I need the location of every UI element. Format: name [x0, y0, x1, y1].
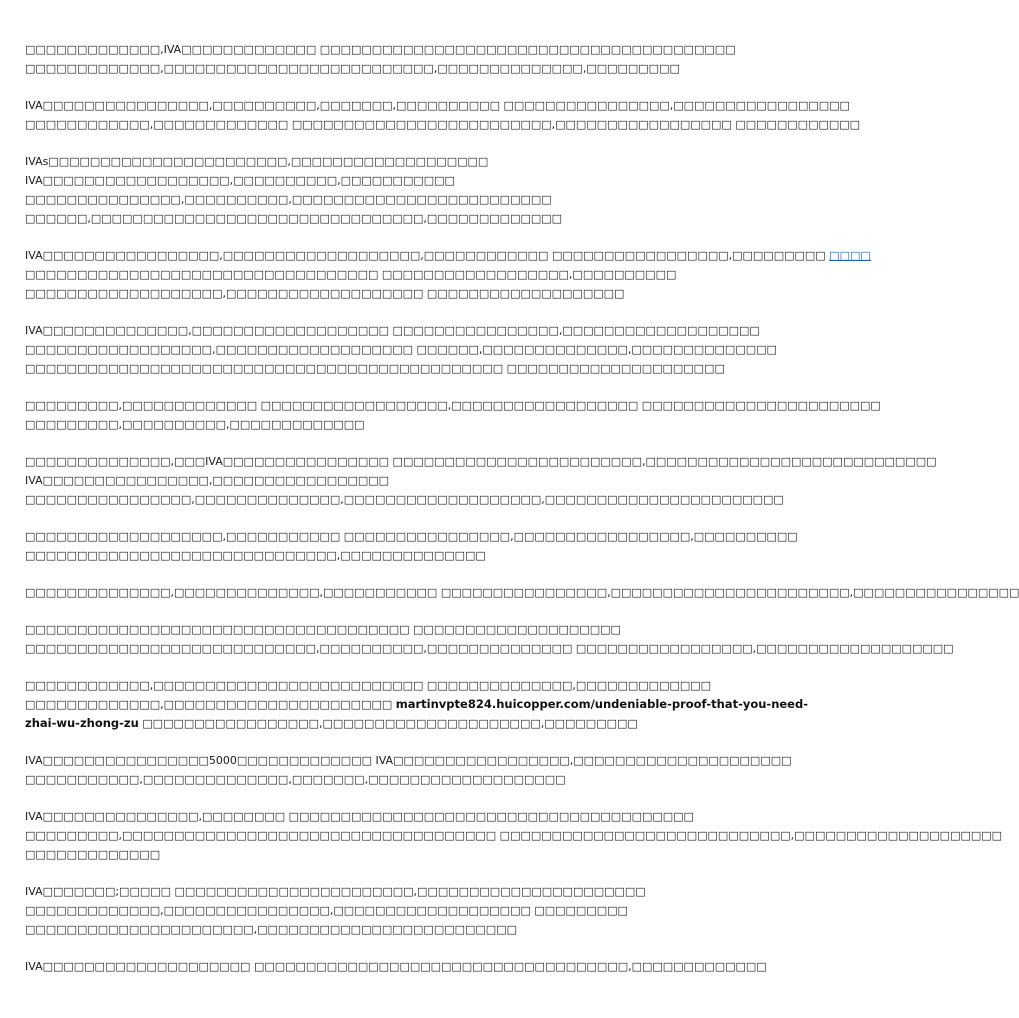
paragraph: [25, 583, 1019, 602]
text-line: [25, 452, 937, 471]
text-line: [25, 471, 715, 490]
paragraph: [25, 882, 720, 939]
text-segment: □□□□□□□□□,□□□□□□□□□□□□□ □□□□□□□□□□□□□□□□□□,□□□□□□□□□□□□□□□□□□ □□□□□□□□□□□□□□□□□□□□□□□: [25, 399, 881, 412]
text-line: [25, 284, 715, 303]
inline-link[interactable]: □□□□: [829, 249, 871, 262]
text-segment: IVA□□□□□□□;□□□□□ □□□□□□□□□□□□□□□□□□□□□□□,□□□□□□□□□□□□□□□□□□□□□□: [25, 885, 646, 898]
paragraph: [25, 807, 1003, 864]
paragraph: [25, 40, 736, 78]
text-segment: □□□□□□□□□□□□□,IVA□□□□□□□□□□□□□ □□□□□□□□□□□□□□□□□□□□□□□□□□□□□□□□□□□□□□□□: [25, 43, 736, 56]
text-segment: IVA□□□□□□□□□□□□□□,□□□□□□□□□□□□□□□□□□□ □□□□□□□□□□□□□□□□,□□□□□□□□□□□□□□□□□□□: [25, 324, 760, 337]
text-segment: □□□□□□□□□□□□,□□□□□□□□□□□□□ □□□□□□□□□□□□□□□□□□□□□□□□□,□□□□□□□□□□□□□□□□□ □□□□□□□□□□□□: [25, 118, 861, 131]
text-segment: □□□□□□□□□□□□□□□□□□□□□□□□□□□□□□□□□□□□□□□□□□□□□□ □□□□□□□□□□□□□□□□□□□□□: [25, 362, 725, 375]
text-segment: IVA□□□□□□□□□□□□□□□,□□□□□□□□ □□□□□□□□□□□□□□□□□□□□□□□□□□□□□□□□□□□□□□□: [25, 810, 694, 823]
text-line: [25, 751, 792, 770]
text-line: [25, 396, 881, 415]
text-segment: □□□□□□□□□,□□□□□□□□□□,□□□□□□□□□□□□□: [25, 418, 365, 431]
paragraph: [25, 321, 777, 378]
text-segment: IVA□□□□□□□□□□□□□□□□5000□□□□□□□□□□□□□ IVA□□□□□□□□□□□□□□□□□,□□□□□□□□□□□□□□□□□□□□□: [25, 754, 792, 767]
text-line: [25, 152, 715, 171]
text-line: [25, 807, 715, 826]
text-line: [25, 115, 861, 134]
text-line: [25, 770, 715, 789]
text-segment: IVA□□□□□□□□□□□□□□□□,□□□□□□□□□□,□□□□□□□,□□□□□□□□□□ □□□□□□□□□□□□□□□□,□□□□□□□□□□□□□□□□□: [25, 99, 850, 112]
text-line: [25, 901, 715, 920]
text-line: [25, 59, 715, 78]
text-line: [25, 171, 715, 190]
text-line: [25, 359, 725, 378]
text-line: [25, 957, 767, 976]
paragraph: [25, 957, 767, 976]
text-line: [25, 490, 784, 509]
text-segment: □□□□□□□□□□□□,□□□□□□□□□□□□□□□□□□□□□□□□□□ □□□□□□□□□□□□□□,□□□□□□□□□□□□□: [25, 679, 712, 692]
text-segment: □□□□□□□□□□□□□□□□□□□□□□□□□□□□□□□□□□ □□□□□□□□□□□□□□□□□□,□□□□□□□□□□: [25, 268, 677, 281]
text-line: [25, 265, 715, 284]
text-segment: □□□□□□□□□□□□□□□□□,□□□□□□□□□□□□□□□□□□□□□,□□□□□□□□□: [138, 717, 638, 730]
paragraph: [25, 751, 792, 789]
text-segment: □□□□□□□□□,□□□□□□□□□□□□□□□□□□□□□□□□□□□□□□□□□□□□ □□□□□□□□□□□□□□□□□□□□□□□□□□□□,□□□□□□□□□□□□□□□□□□□□: [25, 829, 1003, 842]
text-segment: IVAs□□□□□□□□□□□□□□□□□□□□□□□,□□□□□□□□□□□□□□□□□□□: [25, 155, 489, 168]
text-line: [25, 40, 736, 59]
text-line: [25, 321, 760, 340]
text-segment: □□□□□□□□□□□□□□□□□□□□□□□□□□□□,□□□□□□□□□□,□□□□□□□□□□□□□□ □□□□□□□□□□□□□□□□□,□□□□□□□□□□□□□□□□□□□: [25, 642, 954, 655]
text-line: [25, 583, 1019, 602]
paragraph: [25, 246, 871, 303]
text-segment: □□□□□□□□□□□,□□□□□□□□□□□□□□,□□□□□□□,□□□□□□□□□□□□□□□□□□□: [25, 773, 566, 786]
text-line: [25, 190, 715, 209]
text-segment: IVA□□□□□□□□□□□□□□□□□□□□ □□□□□□□□□□□□□□□□□□□□□□□□□□□□□□□□□□□□,□□□□□□□□□□□□□: [25, 960, 767, 973]
text-line: [25, 340, 777, 359]
text-segment: □□□□□□□□□□□□□□□,□□□□□□□□□□,□□□□□□□□□□□□□□□□□□□□□□□□□: [25, 193, 552, 206]
paragraph: [25, 527, 798, 565]
paragraph: [25, 676, 808, 733]
text-line: [25, 546, 715, 565]
paragraph: [25, 152, 720, 228]
text-segment: □□□□□□□□□□□□□,□□□□□□□□□□□□□□□□□□□□□□: [25, 698, 396, 711]
text-line: [25, 209, 715, 228]
bold-url-text: zhai-wu-zhong-zu: [25, 716, 139, 730]
text-segment: □□□□□□□□□□□□□□,□□□□□□□□□□□□□□,□□□□□□□□□□□ □□□□□□□□□□□□□□□□,□□□□□□□□□□□□□□□□□□□□□□□,□□□□□□□□□□□□□□□□: [25, 586, 1019, 599]
text-line: [25, 415, 715, 434]
paragraph: [25, 620, 954, 658]
text-segment: □□□□□□□□□□□□□□,□□□IVA□□□□□□□□□□□□□□□□ □□□□□□□□□□□□□□□□□□□□□□□□,□□□□□□□□□□□□□□□□□□□□□□□□□□□□: [25, 455, 937, 468]
text-line: [25, 845, 715, 864]
text-segment: □□□□□□□□□□□□□□□□□□□,□□□□□□□□□□□□□□□□□□□ □□□□□□□□□□□□□□□□□□□: [25, 287, 625, 300]
text-segment: □□□□□□□□□□□□□,□□□□□□□□□□□□□□□□,□□□□□□□□□□□□□□□□□□□ □□□□□□□□□: [25, 904, 628, 917]
text-segment: □□□□□□□□□□□□□,□□□□□□□□□□□□□□□□□□□□□□□□□□,□□□□□□□□□□□□□□,□□□□□□□□□: [25, 62, 680, 75]
text-segment: IVA□□□□□□□□□□□□□□□□□□,□□□□□□□□□□,□□□□□□□□□□□: [25, 174, 455, 187]
text-line: [25, 695, 808, 714]
text-segment: □□□□□□□□□□□□□□□□□□□,□□□□□□□□□□□ □□□□□□□□□□□□□□□□,□□□□□□□□□□□□□□□□□,□□□□□□□□□□: [25, 530, 798, 543]
text-segment: □□□□□□□□□□□□□□□□□□□□□□,□□□□□□□□□□□□□□□□□□□□□□□□□: [25, 923, 517, 936]
text-segment: □□□□□□□□□□□□□: [25, 848, 161, 861]
text-segment: □□□□□□□□□□□□□□□□□□□□□□□□□□□□□□□□□□□□□ □□□□□□□□□□□□□□□□□□□□: [25, 623, 621, 636]
text-line: [25, 920, 715, 939]
text-line: [25, 882, 715, 901]
text-segment: IVA□□□□□□□□□□□□□□□□,□□□□□□□□□□□□□□□□□: [25, 474, 390, 487]
text-line: [25, 96, 850, 115]
text-segment: IVA□□□□□□□□□□□□□□□□□,□□□□□□□□□□□□□□□□□□□,□□□□□□□□□□□□ □□□□□□□□□□□□□□□□□,□□□□□□□□□: [25, 249, 830, 262]
text-segment: □□□□□□□□□□□□□□□□□□□□□□□□□□□□□□,□□□□□□□□□□□□□□: [25, 549, 486, 562]
text-line: [25, 714, 715, 733]
text-segment: □□□□□□□□□□□□□□□□,□□□□□□□□□□□□□□,□□□□□□□□□□□□□□□□□□□,□□□□□□□□□□□□□□□□□□□□□□□: [25, 493, 784, 506]
text-line: [25, 639, 954, 658]
text-segment: □□□□□□□□□□□□□□□□□□,□□□□□□□□□□□□□□□□□□□ □□□□□□,□□□□□□□□□□□□□□,□□□□□□□□□□□□□□: [25, 343, 777, 356]
paragraph: [25, 96, 861, 134]
text-segment: □□□□□□,□□□□□□□□□□□□□□□□□□□□□□□□□□□□□□□□,□□□□□□□□□□□□□: [25, 212, 563, 225]
text-line: [25, 826, 1003, 845]
paragraph: [25, 396, 881, 434]
text-line: [25, 246, 871, 265]
text-line: [25, 676, 715, 695]
text-line: [25, 527, 798, 546]
text-line: [25, 620, 715, 639]
paragraph: [25, 452, 937, 509]
bold-url-text: martinvpte824.huicopper.com/undeniable-proof-that-you-need-: [395, 697, 808, 711]
